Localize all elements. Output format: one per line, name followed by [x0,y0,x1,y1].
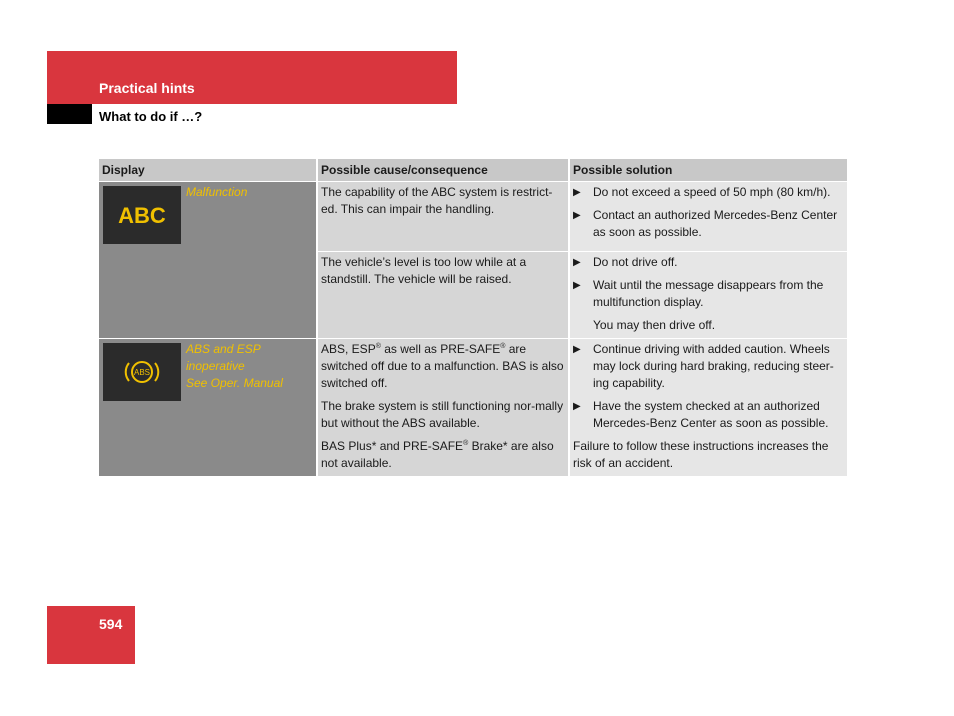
column-header-solution: Possible solution [569,159,847,182]
table-header-row [99,159,847,182]
cause-cell: The capability of the ABC system is restrict-ed. This can impair the handling. [317,182,569,252]
triangle-right-icon: ▶ [573,210,581,221]
solution-item: ▶ Do not drive off. [573,255,678,269]
table-row [99,339,847,477]
solution-item: ▶ Contact an authorized Mercedes-Benz Center as soon as possible. [573,208,838,239]
display-message: Malfunction [186,185,248,199]
column-header-display: Display [99,159,317,182]
display-cell [99,182,317,339]
abc-display-icon: ABC [103,186,181,244]
subsection-marker [47,104,92,124]
abs-warning-icon-graphic [122,352,162,392]
triangle-right-icon: ▶ [573,401,581,412]
triangle-right-icon: ▶ [573,344,581,355]
solution-note: You may then drive off. [593,318,716,332]
solution-item: ▶ Do not exceed a speed of 50 mph (80 km/h). [573,185,831,199]
solution-item: ▶ Wait until the message disappears from the multifunction display. [573,278,824,309]
triangle-right-icon: ▶ [573,280,581,291]
display-cell [99,339,317,477]
hints-table [99,159,847,476]
solution-note: Failure to follow these instructions increases the risk of an accident. [573,439,829,470]
column-header-cause: Possible cause/consequence [317,159,569,182]
section-title: Practical hints [99,80,195,96]
svg-text:ABS: ABS [133,368,151,377]
solution-item: ▶ Have the system checked at an authorized Mercedes-Benz Center as soon as possible. [573,399,829,430]
triangle-right-icon: ▶ [573,187,581,198]
cause-cell: ABS, ESP® as well as PRE-SAFE® are switched off due to a malfunction. BAS is also switched off. The brake system is still functioning nor-mally but without the ABS available. BAS Plus* and PRE-SAFE® Brake* are also not available. [317,339,569,477]
page-number: 594 [99,616,123,632]
page-number-tab [47,606,135,664]
solution-cell [569,182,847,252]
table-row [99,182,847,252]
abs-warning-icon [103,343,181,401]
cause-cell: The vehicle’s level is too low while at a standstill. The vehicle will be raised. [317,252,569,339]
display-message: ABS and ESP inoperative See Oper. Manual [186,342,283,390]
solution-cell [569,252,847,339]
triangle-right-icon: ▶ [573,257,581,268]
section-header-band [47,51,457,104]
solution-cell [569,339,847,477]
subsection-title: What to do if …? [99,109,203,124]
solution-item: ▶ Continue driving with added caution. Wheels may lock during hard braking, reducing steer-ing capability. [573,342,834,390]
